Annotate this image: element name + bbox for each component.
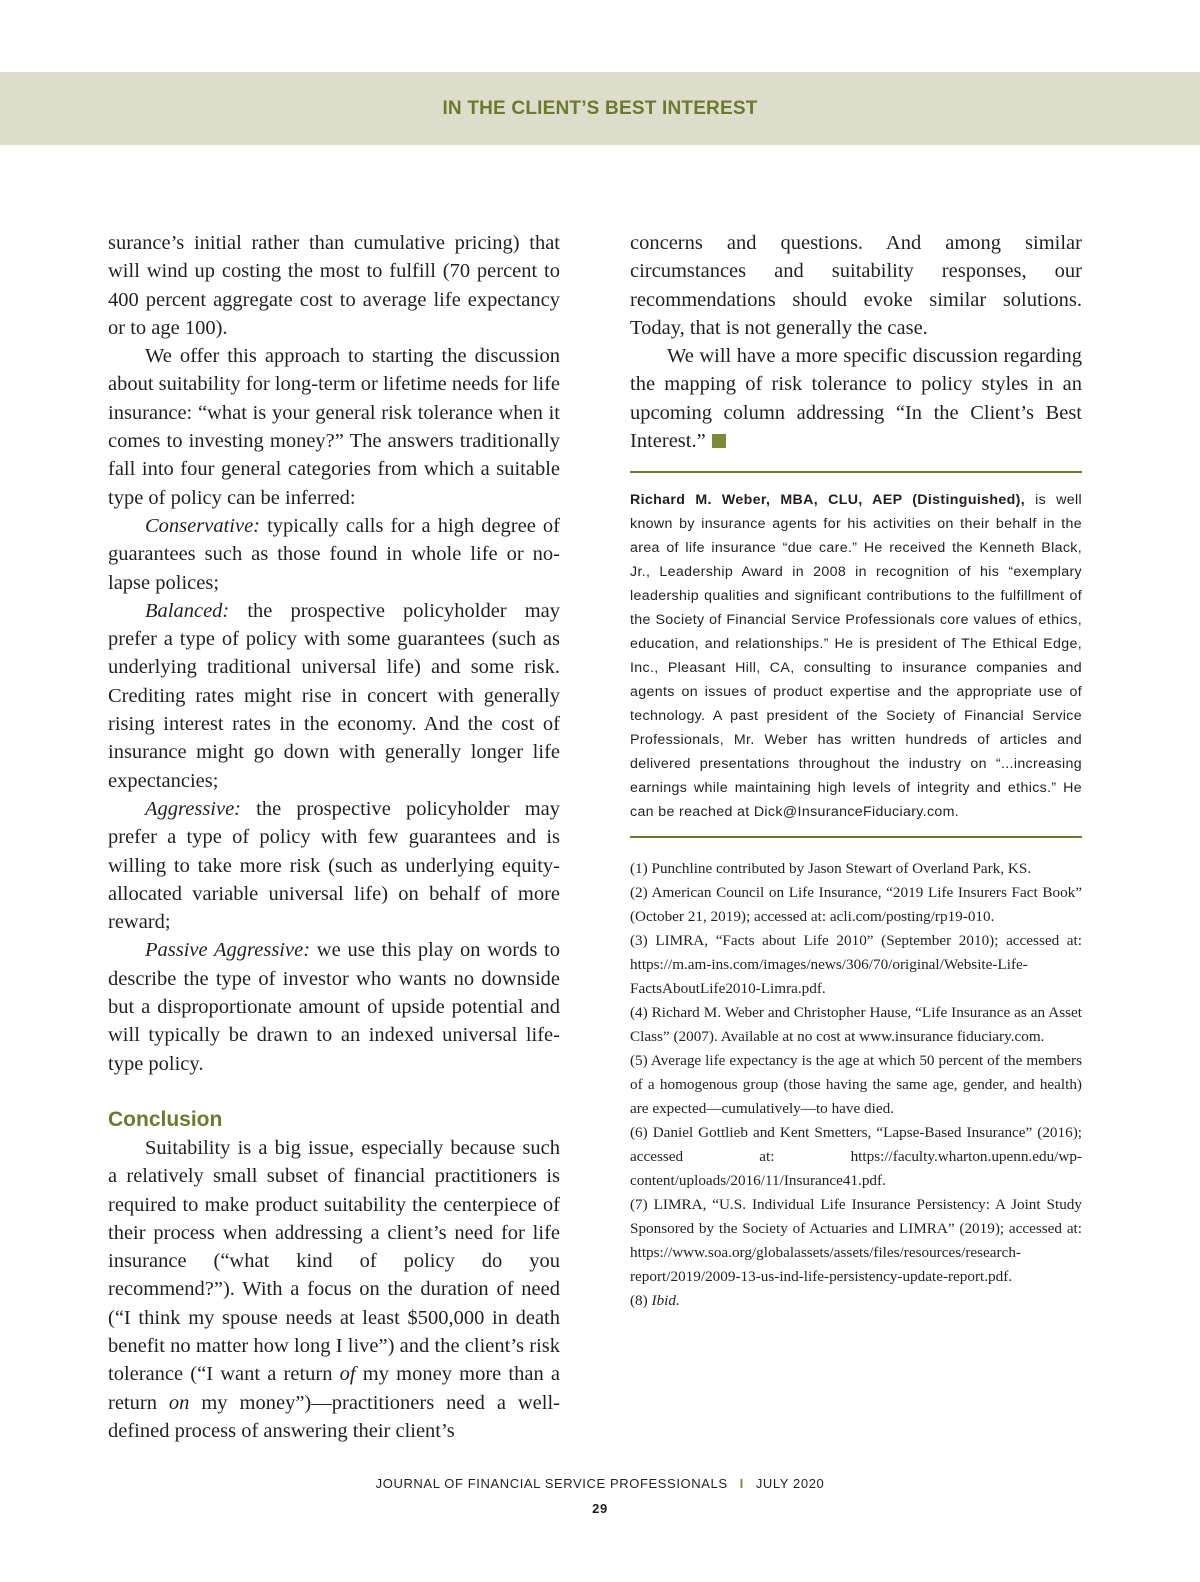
term: Aggressive:: [145, 797, 242, 820]
divider: [630, 836, 1082, 838]
emphasis: of: [339, 1363, 356, 1386]
term: Conservative:: [145, 514, 260, 537]
paragraph: [630, 342, 1082, 455]
bio-text: is well known by insurance agents for his activities on their behalf in the area of life insurance “due care.” He received the Kenneth Black, Jr., Leadership Award in 2008 in recognition of his “exemplary leadership qualities and significant contributions to the fulfillment of the Society of Financial Service Professionals core values of ethics, education, and relationships.” He is president of The Ethical Edge, Inc., Pleasant Hill, CA, consulting to insurance companies and agents on issues of product expertise and the appropriate use of technology. A past president of the Society of Financial Service Professionals, Mr. Weber has written hundreds of articles and delivered presentations throughout the industry on “...increasing earnings while maintaining high levels of integrity and ethics.” He can be reached at Dick@InsuranceFiduciary.com.: [630, 492, 1082, 821]
end-of-article-icon: [712, 434, 726, 448]
left-column: [108, 229, 560, 1445]
endnote: (4) Richard M. Weber and Christopher Hause, “Life Insurance as an Asset Class” (2007). Available at no cost at www.insurance fiduciary.com.: [630, 1004, 1082, 1046]
definition: we use this play on words to describe the type of investor who wants no downside but a disproportionate amount of upside potential and will typically be drawn to an indexed universal life-type policy.: [108, 939, 561, 1075]
list-item-passive-aggressive: [108, 936, 560, 1077]
paragraph: [108, 1134, 560, 1445]
list-item-conservative: [108, 512, 560, 597]
term: Balanced:: [145, 599, 230, 622]
text-run: We will have a more specific discussion regarding the mapping of risk tolerance to policy styles in an upcoming column addressing “In the Client’s Best Interest.”: [630, 345, 1082, 453]
term: Passive Aggressive:: [145, 939, 311, 962]
endnote: (3) LIMRA, “Facts about Life 2010” (September 2010); accessed at: https://m.am-ins.com/images/news/306/70/original/Website-Life-FactsAboutLife2010-Limra.pdf.: [630, 932, 1082, 998]
footer-separator: I: [739, 1476, 744, 1491]
definition: the prospective policyholder may prefer a type of policy with few guarantees and is willing to take more risk (such as underlying equity-allocated variable universal life) on behalf of more reward;: [108, 797, 560, 934]
right-column: [630, 229, 1082, 1313]
page-number: 29: [592, 1501, 608, 1516]
paragraph: surance’s initial rather than cumulative pricing) that will wind up costing the most to fulfill (70 percent to 400 percent aggregate cost to average life expectancy or to age 100).: [108, 232, 560, 339]
emphasis: on: [168, 1391, 190, 1414]
divider: [630, 471, 1082, 473]
paragraph: We offer this approach to starting the discussion about suitability for long-term or lifetime needs for life insurance: “what is your general risk tolerance when it comes to investing money?” The answers traditionally fall into four general categories from which a suitable type of policy can be inferred:: [108, 345, 561, 509]
endnote: [630, 1289, 1082, 1313]
list-item-aggressive: [108, 795, 560, 936]
endnote: (6) Daniel Gottlieb and Kent Smetters, “Lapse-Based Insurance” (2016); accessed at: https://faculty.wharton.upenn.edu/wp-content/uploads/2016/11/Insurance41.pdf.: [630, 1124, 1082, 1190]
issue-date: JULY 2020: [755, 1476, 825, 1491]
endnotes: [630, 857, 1082, 1313]
endnote: (2) American Council on Life Insurance, “2019 Life Insurers Fact Book” (October 21, 2019); accessed at: acli.com/posting/rp19-010.: [630, 884, 1082, 926]
journal-name: JOURNAL OF FINANCIAL SERVICE PROFESSIONALS: [375, 1476, 728, 1491]
endnote: (5) Average life expectancy is the age at which 50 percent of the members of a homogenous group (those having the same age, gender, and health) are expected—cumulatively—to have died.: [630, 1052, 1082, 1118]
author-bio: [630, 488, 1082, 824]
text-run: (8): [630, 1292, 652, 1310]
endnote: (1) Punchline contributed by Jason Stewart of Overland Park, KS.: [630, 860, 1032, 878]
definition: typically calls for a high degree of guarantees such as those found in whole life or no-lapse polices;: [108, 514, 560, 594]
text-run: Suitability is a big issue, especially because such a relatively small subset of financial practitioners is required to make product suitability the centerpiece of their process when addressing a client’s need for life insurance (“what kind of policy do you recommend?”). With a focus on the duration of need (“I think my spouse needs at least $500,000 in death benefit no matter how long I live”) and the client’s risk tolerance (“I want a return: [108, 1136, 560, 1386]
paragraph: concerns and questions. And among similar circumstances and suitability responses, our recommendations should evoke similar solutions. Today, that is not generally the case.: [630, 232, 1082, 339]
emphasis: Ibid.: [651, 1292, 680, 1310]
list-item-balanced: [108, 597, 560, 795]
section-header-band: [0, 72, 1200, 145]
section-heading: Conclusion: [108, 1107, 223, 1131]
section-title: IN THE CLIENT’S BEST INTEREST: [442, 97, 758, 119]
definition: the prospective policyholder may prefer a type of policy with some guarantees (such as underlying traditional universal life) and some risk. Crediting rates might rise in concert with generally rising interest rates in the economy. And the cost of insurance might go down with generally longer life expectancies;: [108, 599, 560, 792]
footer-journal-line: [0, 1476, 1200, 1491]
author-name: Richard M. Weber, MBA, CLU, AEP (Distinguished),: [630, 492, 1026, 509]
text-run: my money”)—practitioners need a well-defined process of answering their client’s: [108, 1391, 560, 1442]
text-run: my money more than a return: [108, 1363, 560, 1414]
endnote: (7) LIMRA, “U.S. Individual Life Insurance Persistency: A Joint Study Sponsored by the Society of Actuaries and LIMRA” (2019); accessed at: https://www.soa.org/globalassets/assets/files/resources/research-report/2019/2009-13-us-ind-life-persistency-update-report.pdf.: [630, 1196, 1082, 1286]
